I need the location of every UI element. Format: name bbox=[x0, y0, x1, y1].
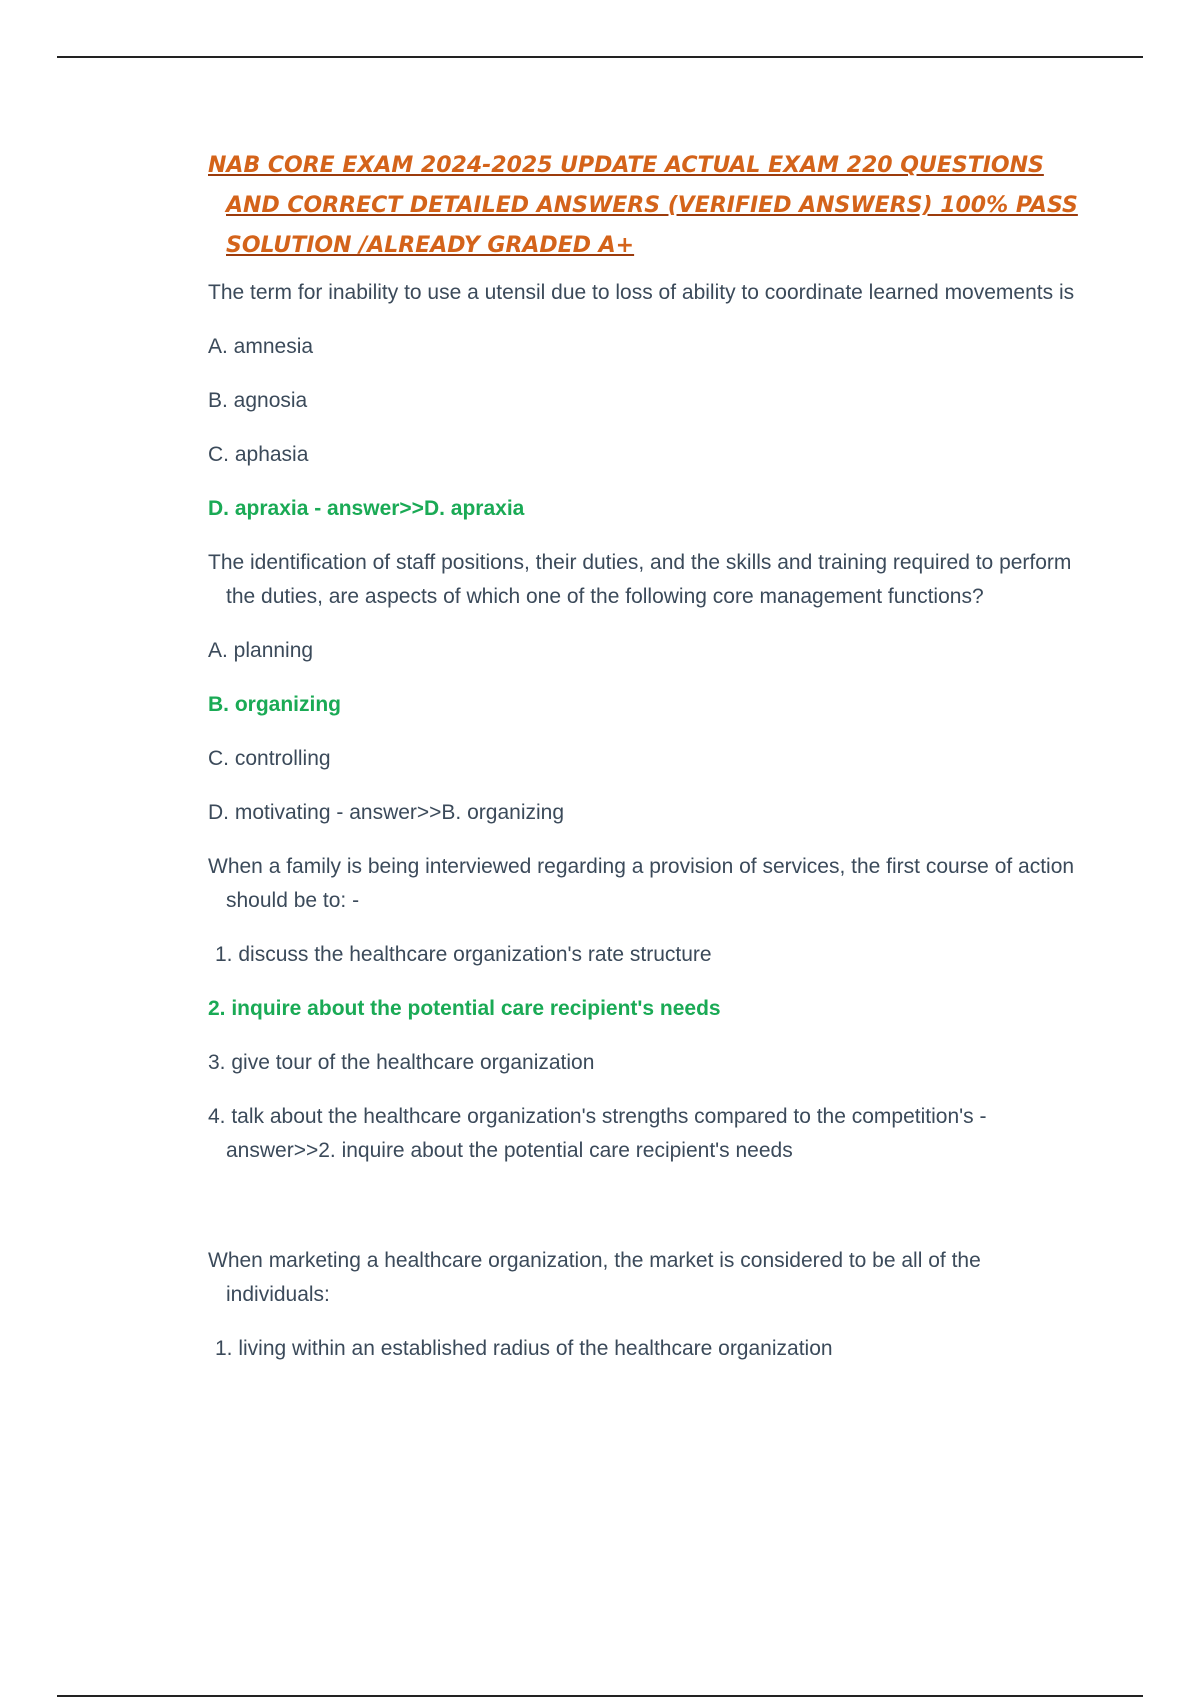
question-text: The term for inability to use a utensil due to loss of ability to coordinate learned movements is bbox=[208, 281, 1075, 304]
correct-answer-option: 2. inquire about the potential care recipient's needs bbox=[208, 997, 721, 1020]
answer-option: D. motivating - answer>>B. organizing bbox=[208, 801, 565, 824]
answer-option: 1. discuss the healthcare organization's rate structure bbox=[215, 943, 712, 966]
question-block-4 bbox=[208, 1244, 1078, 1366]
question-text: The identification of staff positions, their duties, and the skills and training required to perform the duties, are aspects of which one of the following core management functions? bbox=[208, 551, 1072, 608]
answer-option: C. aphasia bbox=[208, 443, 309, 466]
section-spacer bbox=[208, 1188, 1078, 1244]
answer-option: 1. living within an established radius of the healthcare organization bbox=[215, 1337, 833, 1360]
question-text: When marketing a healthcare organization, the market is considered to be all of the individuals: bbox=[208, 1249, 981, 1306]
question-text: When a family is being interviewed regarding a provision of services, the first course of action should be to: - bbox=[208, 855, 1075, 912]
correct-answer-option: D. apraxia - answer>>D. apraxia bbox=[208, 497, 525, 520]
answer-option: C. controlling bbox=[208, 747, 331, 770]
answer-option: A. planning bbox=[208, 639, 314, 662]
answer-option: 3. give tour of the healthcare organization bbox=[208, 1051, 595, 1074]
answer-option: 4. talk about the healthcare organization's strengths compared to the competition's - answer>>2. inquire about the potential care recipient's needs bbox=[208, 1105, 987, 1162]
footer-rule bbox=[57, 1695, 1143, 1697]
question-block-2 bbox=[208, 546, 1078, 830]
answer-option: A. amnesia bbox=[208, 335, 314, 358]
answer-option: B. agnosia bbox=[208, 389, 308, 412]
header-rule bbox=[57, 56, 1143, 58]
correct-answer-option: B. organizing bbox=[208, 693, 341, 716]
document-title: NAB CORE EXAM 2024-2025 UPDATE ACTUAL EXAM 220 QUESTIONS AND CORRECT DETAILED ANSWERS (VERIFIED ANSWERS) 100% PASS SOLUTION /ALREADY GRADED A+ bbox=[208, 153, 1078, 258]
question-block-3 bbox=[208, 850, 1078, 1168]
question-block-1 bbox=[208, 276, 1078, 526]
document-body bbox=[208, 146, 1078, 1386]
